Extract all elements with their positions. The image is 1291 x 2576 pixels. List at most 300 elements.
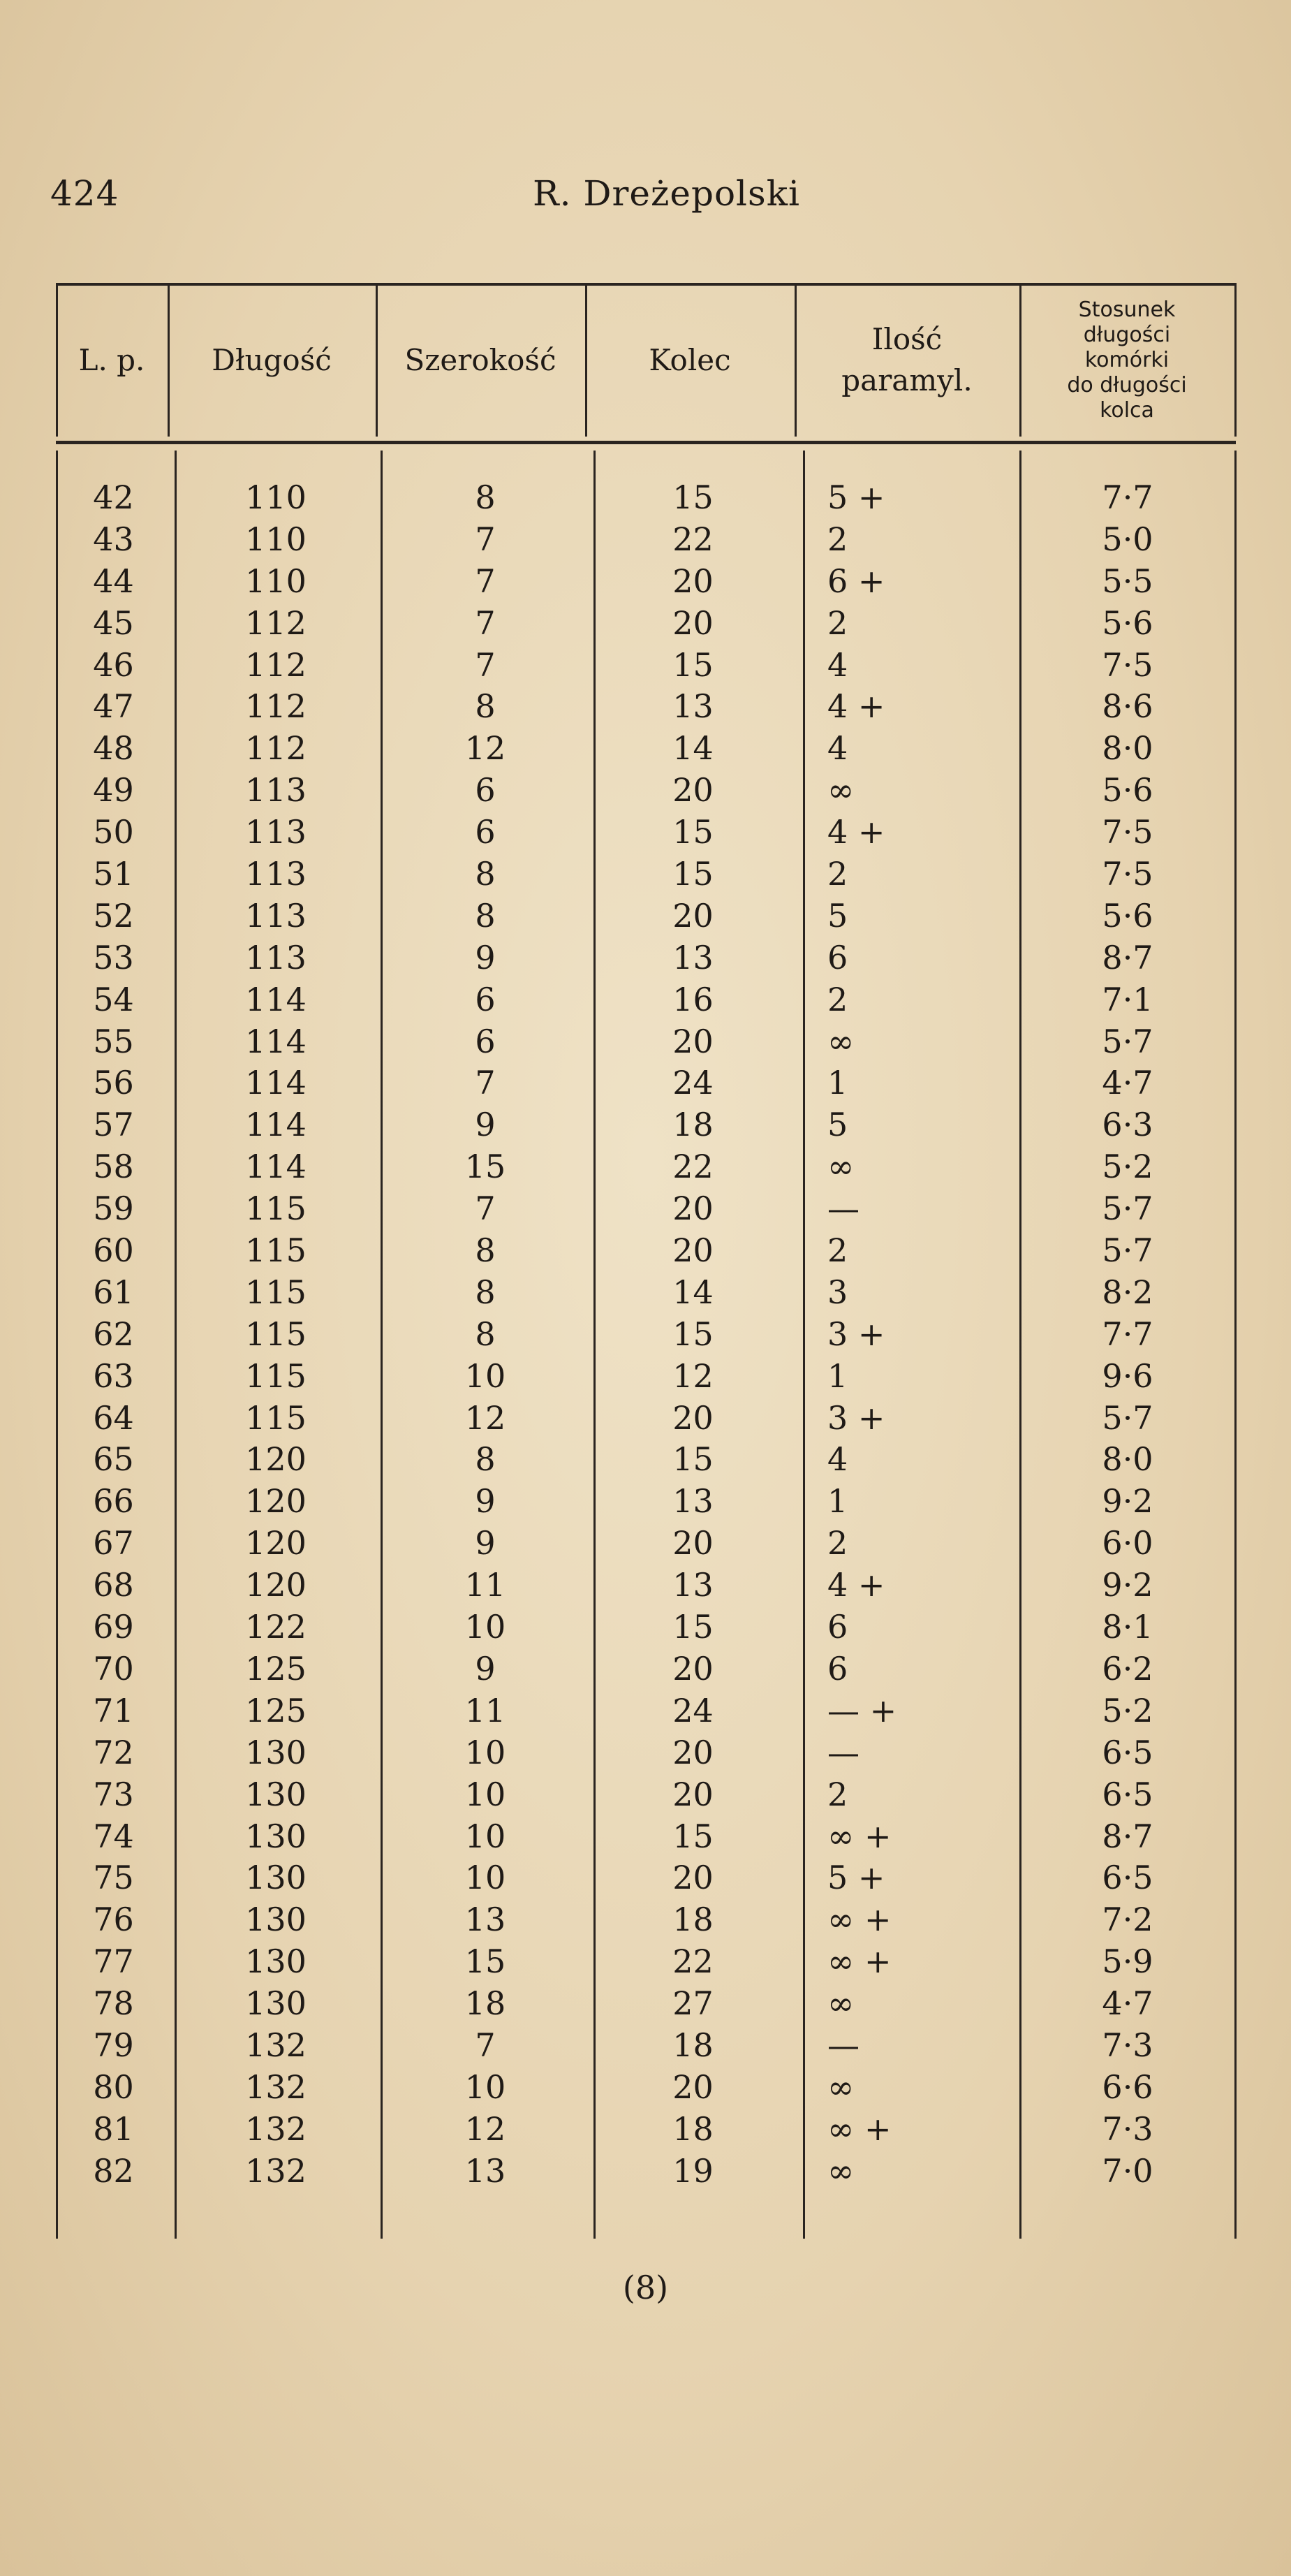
cell-lp: 72 xyxy=(93,1733,134,1771)
cell-lp: 53 xyxy=(93,938,134,976)
cell-kolec: 20 xyxy=(672,1231,714,1270)
cell-ilosc: 2 xyxy=(827,980,848,1018)
cell-dlugosc: 132 xyxy=(245,2068,307,2106)
cell-lp: 59 xyxy=(93,1190,134,1228)
cell-szerokosc: 15 xyxy=(464,1942,506,1981)
cell-stosunek: 5·7 xyxy=(1102,1022,1153,1060)
cell-stosunek: 7·7 xyxy=(1102,1315,1153,1353)
cell-dlugosc: 112 xyxy=(245,645,307,684)
data-table xyxy=(56,283,1236,2239)
cell-stosunek: 9·2 xyxy=(1102,1482,1153,1521)
cell-szerokosc: 8 xyxy=(475,1273,496,1311)
table-row xyxy=(56,686,1236,728)
cell-dlugosc: 125 xyxy=(245,1691,307,1729)
cell-lp: 77 xyxy=(93,1942,134,1981)
cell-szerokosc: 6 xyxy=(475,771,496,810)
cell-dlugosc: 115 xyxy=(245,1273,307,1311)
table-row xyxy=(56,603,1236,645)
cell-kolec: 14 xyxy=(672,1273,714,1311)
cell-dlugosc: 115 xyxy=(245,1315,307,1353)
cell-kolec: 20 xyxy=(672,896,714,935)
cell-lp: 78 xyxy=(93,1984,134,2023)
cell-stosunek: 4·7 xyxy=(1102,1064,1153,1102)
table-row xyxy=(56,1565,1236,1607)
cell-kolec: 22 xyxy=(672,1148,714,1186)
cell-stosunek: 6·0 xyxy=(1102,1524,1153,1563)
cell-kolec: 15 xyxy=(672,855,714,893)
cell-ilosc: 4 xyxy=(827,1440,848,1479)
cell-lp: 55 xyxy=(93,1022,134,1060)
cell-ilosc: 4 xyxy=(827,729,848,768)
table-row xyxy=(56,1899,1236,1941)
cell-szerokosc: 10 xyxy=(464,1356,506,1395)
cell-dlugosc: 112 xyxy=(245,729,307,768)
cell-kolec: 22 xyxy=(672,1942,714,1981)
cell-stosunek: 5·5 xyxy=(1102,562,1153,600)
cell-lp: 44 xyxy=(93,562,134,600)
cell-lp: 61 xyxy=(93,1273,134,1311)
page-number: 424 xyxy=(50,173,119,214)
cell-stosunek: 5·7 xyxy=(1102,1398,1153,1437)
cell-dlugosc: 120 xyxy=(245,1524,307,1563)
cell-stosunek: 5·6 xyxy=(1102,603,1153,642)
cell-dlugosc: 114 xyxy=(245,1106,307,1144)
table-row xyxy=(56,519,1236,561)
header-stosunek-line: komórki xyxy=(1084,348,1170,372)
cell-stosunek: 6·5 xyxy=(1102,1859,1153,1897)
header-ilosc-line: Ilość xyxy=(871,322,943,357)
cell-szerokosc: 11 xyxy=(464,1691,506,1729)
cell-szerokosc: 7 xyxy=(475,645,496,684)
cell-ilosc: 2 xyxy=(827,520,848,558)
cell-kolec: 15 xyxy=(672,478,714,516)
cell-stosunek: 7·0 xyxy=(1102,2151,1153,2190)
cell-szerokosc: 6 xyxy=(475,1022,496,1060)
cell-kolec: 20 xyxy=(672,1649,714,1688)
table-row xyxy=(56,1690,1236,1732)
cell-dlugosc: 120 xyxy=(245,1440,307,1479)
cell-ilosc: 4 + xyxy=(827,687,885,726)
cell-ilosc: ∞ xyxy=(827,771,855,810)
cell-stosunek: 5·6 xyxy=(1102,771,1153,810)
cell-stosunek: 5·7 xyxy=(1102,1190,1153,1228)
cell-stosunek: 7·5 xyxy=(1102,645,1153,684)
cell-szerokosc: 7 xyxy=(475,520,496,558)
cell-kolec: 18 xyxy=(672,2109,714,2148)
table-row xyxy=(56,1774,1236,1816)
cell-szerokosc: 8 xyxy=(475,1315,496,1353)
cell-dlugosc: 120 xyxy=(245,1482,307,1521)
cell-stosunek: 6·2 xyxy=(1102,1649,1153,1688)
cell-lp: 64 xyxy=(93,1398,134,1437)
cell-stosunek: 8·6 xyxy=(1102,687,1153,726)
cell-ilosc: 2 xyxy=(827,855,848,893)
header-kolec: Kolec xyxy=(649,342,731,377)
cell-kolec: 20 xyxy=(672,771,714,810)
cell-ilosc: 6 xyxy=(827,1649,848,1688)
cell-ilosc: 2 xyxy=(827,1524,848,1563)
cell-dlugosc: 130 xyxy=(245,1817,307,1855)
cell-stosunek: 5·2 xyxy=(1102,1691,1153,1729)
cell-dlugosc: 112 xyxy=(245,687,307,726)
cell-lp: 68 xyxy=(93,1566,134,1604)
cell-lp: 80 xyxy=(93,2068,134,2106)
cell-ilosc: 4 xyxy=(827,645,848,684)
cell-lp: 50 xyxy=(93,813,134,851)
cell-ilosc: ∞ + xyxy=(827,1817,892,1855)
cell-dlugosc: 132 xyxy=(245,2026,307,2064)
cell-szerokosc: 9 xyxy=(475,1106,496,1144)
table-row xyxy=(56,1941,1236,1983)
cell-dlugosc: 114 xyxy=(245,1064,307,1102)
table-row xyxy=(56,1104,1236,1146)
cell-kolec: 22 xyxy=(672,520,714,558)
cell-lp: 81 xyxy=(93,2109,134,2148)
cell-stosunek: 5·0 xyxy=(1102,520,1153,558)
cell-szerokosc: 6 xyxy=(475,980,496,1018)
table-row xyxy=(56,1481,1236,1523)
cell-ilosc: — xyxy=(827,1190,860,1228)
table-row xyxy=(56,1816,1236,1858)
cell-ilosc: — xyxy=(827,2026,860,2064)
table-row xyxy=(56,1146,1236,1188)
cell-szerokosc: 18 xyxy=(464,1984,506,2023)
cell-stosunek: 4·7 xyxy=(1102,1984,1153,2023)
header-stosunek-line: do długości xyxy=(1067,373,1187,397)
cell-dlugosc: 130 xyxy=(245,1984,307,2023)
header-szerokosc: Szerokość xyxy=(404,342,556,377)
cell-kolec: 24 xyxy=(672,1064,714,1102)
cell-szerokosc: 8 xyxy=(475,478,496,516)
cell-dlugosc: 130 xyxy=(245,1859,307,1897)
cell-dlugosc: 113 xyxy=(245,813,307,851)
cell-dlugosc: 130 xyxy=(245,1733,307,1771)
cell-szerokosc: 10 xyxy=(464,2068,506,2106)
cell-ilosc: 2 xyxy=(827,1231,848,1270)
cell-szerokosc: 8 xyxy=(475,1231,496,1270)
table-row xyxy=(56,1062,1236,1104)
cell-ilosc: 5 + xyxy=(827,478,885,516)
cell-dlugosc: 132 xyxy=(245,2109,307,2148)
cell-lp: 74 xyxy=(93,1817,134,1855)
cell-dlugosc: 110 xyxy=(245,562,307,600)
cell-stosunek: 5·9 xyxy=(1102,1942,1153,1981)
cell-ilosc: — + xyxy=(827,1691,897,1729)
cell-dlugosc: 125 xyxy=(245,1649,307,1688)
cell-stosunek: 7·3 xyxy=(1102,2026,1153,2064)
cell-lp: 65 xyxy=(93,1440,134,1479)
cell-kolec: 15 xyxy=(672,813,714,851)
cell-ilosc: ∞ xyxy=(827,1022,855,1060)
cell-dlugosc: 113 xyxy=(245,771,307,810)
cell-ilosc: ∞ xyxy=(827,1148,855,1186)
cell-stosunek: 6·6 xyxy=(1102,2068,1153,2106)
cell-szerokosc: 7 xyxy=(475,1190,496,1228)
cell-kolec: 15 xyxy=(672,1608,714,1646)
cell-kolec: 18 xyxy=(672,1901,714,1939)
cell-kolec: 15 xyxy=(672,1315,714,1353)
cell-kolec: 20 xyxy=(672,1859,714,1897)
cell-lp: 49 xyxy=(93,771,134,810)
cell-kolec: 13 xyxy=(672,938,714,976)
cell-lp: 69 xyxy=(93,1608,134,1646)
cell-szerokosc: 10 xyxy=(464,1733,506,1771)
cell-dlugosc: 122 xyxy=(245,1608,307,1646)
cell-szerokosc: 9 xyxy=(475,1524,496,1563)
header-stosunek xyxy=(1019,283,1234,438)
table-row xyxy=(56,1857,1236,1899)
cell-kolec: 13 xyxy=(672,687,714,726)
cell-szerokosc: 6 xyxy=(475,813,496,851)
cell-lp: 82 xyxy=(93,2151,134,2190)
cell-dlugosc: 130 xyxy=(245,1942,307,1981)
cell-ilosc: ∞ xyxy=(827,2151,855,2190)
cell-lp: 73 xyxy=(93,1775,134,1813)
cell-stosunek: 5·2 xyxy=(1102,1148,1153,1186)
table-row xyxy=(56,2109,1236,2151)
cell-stosunek: 7·7 xyxy=(1102,478,1153,516)
cell-lp: 76 xyxy=(93,1901,134,1939)
cell-dlugosc: 130 xyxy=(245,1901,307,1939)
table-row xyxy=(56,477,1236,519)
cell-lp: 79 xyxy=(93,2026,134,2064)
header-ilosc xyxy=(795,283,1019,438)
table-row xyxy=(56,1272,1236,1314)
cell-kolec: 24 xyxy=(672,1691,714,1729)
cell-kolec: 15 xyxy=(672,1440,714,1479)
cell-szerokosc: 15 xyxy=(464,1148,506,1186)
cell-lp: 75 xyxy=(93,1859,134,1897)
cell-kolec: 15 xyxy=(672,1817,714,1855)
cell-ilosc: 3 + xyxy=(827,1398,885,1437)
cell-dlugosc: 112 xyxy=(245,603,307,642)
table-row xyxy=(56,561,1236,603)
cell-szerokosc: 8 xyxy=(475,896,496,935)
table-row xyxy=(56,1398,1236,1440)
cell-ilosc: 1 xyxy=(827,1356,848,1395)
cell-ilosc: ∞ xyxy=(827,2068,855,2106)
cell-stosunek: 7·5 xyxy=(1102,813,1153,851)
cell-ilosc: 6 + xyxy=(827,562,885,600)
cell-dlugosc: 114 xyxy=(245,1148,307,1186)
cell-ilosc: 4 + xyxy=(827,813,885,851)
table-row xyxy=(56,1983,1236,2025)
table-row xyxy=(56,854,1236,895)
table-row xyxy=(56,728,1236,770)
table-row xyxy=(56,979,1236,1021)
cell-lp: 67 xyxy=(93,1524,134,1563)
cell-szerokosc: 10 xyxy=(464,1608,506,1646)
cell-ilosc: ∞ + xyxy=(827,2109,892,2148)
cell-ilosc: 6 xyxy=(827,1608,848,1646)
table-row xyxy=(56,645,1236,687)
header-stosunek-line: kolca xyxy=(1100,398,1154,423)
cell-stosunek: 9·2 xyxy=(1102,1566,1153,1604)
cell-lp: 71 xyxy=(93,1691,134,1729)
cell-kolec: 19 xyxy=(672,2151,714,2190)
cell-stosunek: 5·7 xyxy=(1102,1231,1153,1270)
table-row xyxy=(56,770,1236,812)
table-row xyxy=(56,895,1236,937)
cell-lp: 56 xyxy=(93,1064,134,1102)
cell-lp: 48 xyxy=(93,729,134,768)
cell-dlugosc: 115 xyxy=(245,1231,307,1270)
cell-stosunek: 7·1 xyxy=(1102,980,1153,1018)
cell-lp: 45 xyxy=(93,603,134,642)
cell-lp: 62 xyxy=(93,1315,134,1353)
table-header-rule xyxy=(56,441,1236,444)
cell-stosunek: 6·5 xyxy=(1102,1733,1153,1771)
cell-kolec: 20 xyxy=(672,1190,714,1228)
cell-szerokosc: 10 xyxy=(464,1775,506,1813)
cell-lp: 63 xyxy=(93,1356,134,1395)
cell-stosunek: 8·0 xyxy=(1102,729,1153,768)
cell-lp: 46 xyxy=(93,645,134,684)
cell-szerokosc: 12 xyxy=(464,729,506,768)
cell-ilosc: 3 + xyxy=(827,1315,885,1353)
page-footer: (8) xyxy=(622,2269,669,2306)
cell-dlugosc: 113 xyxy=(245,896,307,935)
cell-ilosc: ∞ xyxy=(827,1984,855,2023)
cell-ilosc: 5 + xyxy=(827,1859,885,1897)
table-row xyxy=(56,1607,1236,1648)
cell-szerokosc: 9 xyxy=(475,938,496,976)
cell-kolec: 20 xyxy=(672,1775,714,1813)
cell-szerokosc: 8 xyxy=(475,855,496,893)
cell-szerokosc: 7 xyxy=(475,562,496,600)
cell-dlugosc: 115 xyxy=(245,1398,307,1437)
cell-ilosc: 2 xyxy=(827,1775,848,1813)
cell-lp: 57 xyxy=(93,1106,134,1144)
cell-stosunek: 8·7 xyxy=(1102,1817,1153,1855)
cell-lp: 47 xyxy=(93,687,134,726)
table-row xyxy=(56,1230,1236,1272)
cell-stosunek: 7·5 xyxy=(1102,855,1153,893)
cell-szerokosc: 8 xyxy=(475,1440,496,1479)
cell-lp: 66 xyxy=(93,1482,134,1521)
cell-kolec: 13 xyxy=(672,1482,714,1521)
cell-ilosc: 5 xyxy=(827,1106,848,1144)
header-ilosc-line: paramyl. xyxy=(841,363,973,397)
cell-szerokosc: 12 xyxy=(464,2109,506,2148)
cell-kolec: 14 xyxy=(672,729,714,768)
table-row xyxy=(56,1648,1236,1690)
cell-lp: 51 xyxy=(93,855,134,893)
cell-ilosc: 5 xyxy=(827,896,848,935)
cell-lp: 54 xyxy=(93,980,134,1018)
table-row xyxy=(56,1439,1236,1481)
cell-stosunek: 7·3 xyxy=(1102,2109,1153,2148)
cell-kolec: 20 xyxy=(672,1524,714,1563)
cell-szerokosc: 12 xyxy=(464,1398,506,1437)
cell-dlugosc: 114 xyxy=(245,980,307,1018)
table-row xyxy=(56,1732,1236,1774)
cell-stosunek: 6·5 xyxy=(1102,1775,1153,1813)
cell-kolec: 12 xyxy=(672,1356,714,1395)
table-row xyxy=(56,1356,1236,1398)
cell-kolec: 15 xyxy=(672,645,714,684)
cell-dlugosc: 120 xyxy=(245,1566,307,1604)
cell-szerokosc: 7 xyxy=(475,2026,496,2064)
cell-stosunek: 8·1 xyxy=(1102,1608,1153,1646)
header-dlugosc: Długość xyxy=(212,342,332,377)
cell-szerokosc: 13 xyxy=(464,1901,506,1939)
cell-ilosc: 4 + xyxy=(827,1566,885,1604)
cell-kolec: 18 xyxy=(672,2026,714,2064)
cell-szerokosc: 9 xyxy=(475,1649,496,1688)
cell-dlugosc: 113 xyxy=(245,938,307,976)
cell-dlugosc: 130 xyxy=(245,1775,307,1813)
column-divider xyxy=(1234,283,1237,437)
cell-stosunek: 9·6 xyxy=(1102,1356,1153,1395)
header-lp: L. p. xyxy=(78,342,145,377)
cell-szerokosc: 10 xyxy=(464,1859,506,1897)
cell-lp: 60 xyxy=(93,1231,134,1270)
cell-kolec: 20 xyxy=(672,1398,714,1437)
cell-kolec: 20 xyxy=(672,562,714,600)
table-row xyxy=(56,2151,1236,2193)
cell-kolec: 20 xyxy=(672,2068,714,2106)
table-row xyxy=(56,2067,1236,2109)
cell-kolec: 20 xyxy=(672,1022,714,1060)
cell-dlugosc: 110 xyxy=(245,520,307,558)
table-body xyxy=(56,477,1236,2193)
table-row xyxy=(56,1021,1236,1063)
table-row xyxy=(56,1314,1236,1356)
table-row xyxy=(56,1188,1236,1230)
cell-szerokosc: 10 xyxy=(464,1817,506,1855)
cell-stosunek: 6·3 xyxy=(1102,1106,1153,1144)
cell-dlugosc: 132 xyxy=(245,2151,307,2190)
cell-ilosc: 1 xyxy=(827,1482,848,1521)
table-row xyxy=(56,937,1236,979)
cell-lp: 42 xyxy=(93,478,134,516)
table-row xyxy=(56,1523,1236,1565)
cell-stosunek: 8·7 xyxy=(1102,938,1153,976)
cell-kolec: 16 xyxy=(672,980,714,1018)
cell-lp: 70 xyxy=(93,1649,134,1688)
cell-lp: 58 xyxy=(93,1148,134,1186)
cell-ilosc: 1 xyxy=(827,1064,848,1102)
cell-dlugosc: 110 xyxy=(245,478,307,516)
cell-stosunek: 8·2 xyxy=(1102,1273,1153,1311)
cell-kolec: 13 xyxy=(672,1566,714,1604)
cell-dlugosc: 115 xyxy=(245,1356,307,1395)
cell-dlugosc: 114 xyxy=(245,1022,307,1060)
cell-stosunek: 5·6 xyxy=(1102,896,1153,935)
cell-szerokosc: 9 xyxy=(475,1482,496,1521)
cell-lp: 43 xyxy=(93,520,134,558)
cell-ilosc: ∞ + xyxy=(827,1901,892,1939)
header-stosunek-line: długości xyxy=(1083,323,1171,347)
table-row xyxy=(56,812,1236,854)
cell-stosunek: 7·2 xyxy=(1102,1901,1153,1939)
table-row xyxy=(56,2025,1236,2067)
cell-kolec: 18 xyxy=(672,1106,714,1144)
cell-lp: 52 xyxy=(93,896,134,935)
cell-stosunek: 8·0 xyxy=(1102,1440,1153,1479)
cell-szerokosc: 11 xyxy=(464,1566,506,1604)
cell-szerokosc: 8 xyxy=(475,687,496,726)
cell-kolec: 27 xyxy=(672,1984,714,2023)
cell-kolec: 20 xyxy=(672,603,714,642)
cell-szerokosc: 7 xyxy=(475,603,496,642)
cell-ilosc: 6 xyxy=(827,938,848,976)
cell-szerokosc: 7 xyxy=(475,1064,496,1102)
header-stosunek-line: Stosunek xyxy=(1078,298,1176,322)
cell-ilosc: 3 xyxy=(827,1273,848,1311)
cell-szerokosc: 13 xyxy=(464,2151,506,2190)
